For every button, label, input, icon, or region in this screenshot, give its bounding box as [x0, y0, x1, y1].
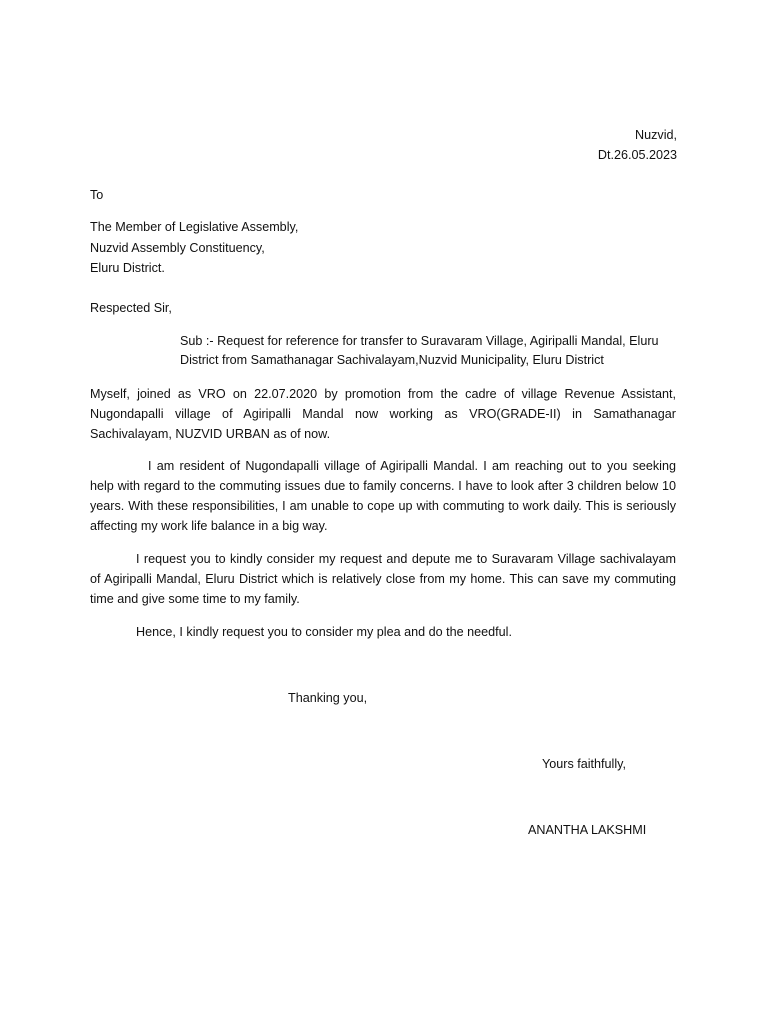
subject-line-1: Sub :- Request for reference for transfer to Suravaram Village, Agiripalli Mandal, Eluru: [180, 334, 659, 348]
place-line: Nuzvid,: [635, 128, 677, 142]
body-paragraph-4: Hence, I kindly request you to consider my plea and do the needful.: [136, 625, 512, 639]
yours-faithfully: Yours faithfully,: [542, 757, 627, 771]
recipient-line-2: Nuzvid Assembly Constituency,: [90, 241, 265, 255]
thanking-line: Thanking you,: [288, 691, 368, 705]
salutation: Respected Sir,: [90, 301, 172, 315]
to-line: To: [90, 188, 104, 202]
subject-line-2: District from Samathanagar Sachivalayam,Nuzvid Municipality, Eluru District: [180, 353, 604, 367]
signature-name: ANANTHA LAKSHMI: [528, 823, 647, 837]
body-paragraph-2: [90, 456, 676, 536]
body-paragraph-1: Myself, joined as VRO on 22.07.2020 by promotion from the cadre of village Revenue Assistant, Nugondapalli village of Agiripalli Mandal now working as VRO(GRADE-II) in Samathanagar Sachivalayam, NUZVID URBAN as of now.: [90, 387, 676, 441]
recipient-line-3: Eluru District.: [90, 261, 165, 275]
recipient-line-1: The Member of Legislative Assembly,: [90, 220, 299, 234]
date-line: Dt.26.05.2023: [597, 148, 677, 162]
body-paragraph-3: [90, 549, 676, 609]
body-paragraph-3-text: I request you to kindly consider my request and depute me to Suravaram Village sachivalayam of Agiripalli Mandal, Eluru District which is relatively close from my home. This can save my commuting time and give some time to my family.: [90, 552, 676, 606]
body-paragraph-2-text: I am resident of Nugondapalli village of Agiripalli Mandal. I am reaching out to you seeking help with regard to the commuting issues due to family concerns. I have to look after 3 children below 10 years. With these responsibilities, I am unable to cope up with commuting to work daily. This is seriously affecting my work life balance in a big way.: [90, 459, 676, 533]
